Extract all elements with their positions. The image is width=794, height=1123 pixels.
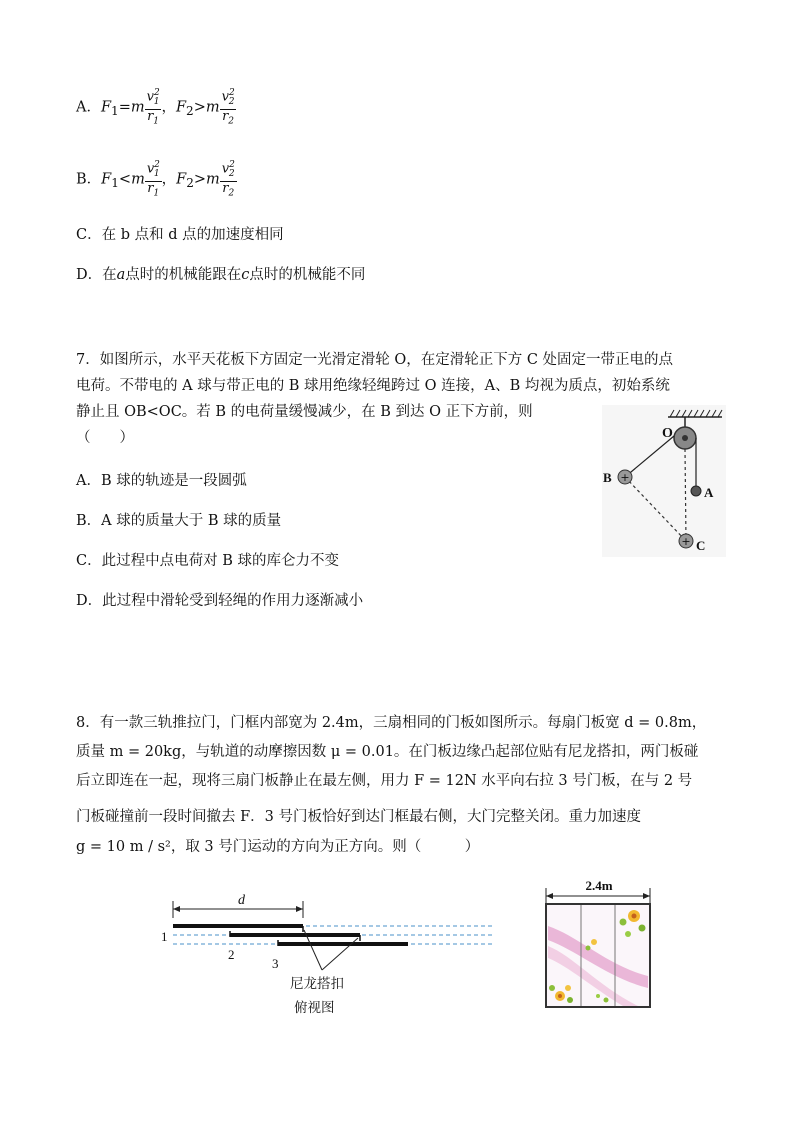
option-6a: A．$F_1=m$ $\frac{v^2_1}{r_1}$ ，$F_2>m$ $\frac{v^2_2}{r_2}$: [76, 88, 235, 127]
door-top-view-diagram: [150, 888, 500, 1020]
q7-stem-line1: 7．如图所示，水平天花板下方固定一光滑定滑轮 O，在定滑轮正下方 C 处固定一带正电的点: [76, 352, 674, 368]
option-7b: B．A 球的质量大于 B 球的质量: [76, 513, 282, 529]
label-a: A: [704, 485, 714, 500]
q8-stem-line1: 8．有一款三轨推拉门，门框内部宽为 2.4m，三扇相同的门板如图所示。每扇门板宽 d = 0.8m，: [76, 715, 707, 731]
label-frame-width: 2.4m: [585, 878, 613, 893]
q8-stem-line5: g = 10 m / s²，取 3 号门运动的方向为正方向。则（ ）: [76, 839, 480, 855]
plus-sign-c: +: [681, 535, 691, 548]
option-6c: C．在 b 点和 d 点的加速度相同: [76, 227, 284, 243]
label-c: C: [696, 538, 706, 553]
pulley-diagram: [602, 405, 726, 557]
dim-arrow-right: [643, 893, 650, 899]
option-7d: D．此过程中滑轮受到轻绳的作用力逐渐减小: [76, 593, 364, 609]
fraction: $\frac{v^2_1}{r_1}$: [146, 88, 160, 127]
label-top-view: 俯视图: [294, 1000, 335, 1016]
q8-stem-line2: 质量 m = 20kg，与轨道的动摩擦因数 μ = 0.01。在门板边缘凸起部位贴有尼龙搭扣，两门板碰: [76, 744, 699, 760]
label-door-3: 3: [272, 956, 279, 971]
option-7a: A．B 球的轨迹是一段圆弧: [76, 473, 247, 489]
ball-a: [691, 486, 701, 496]
plus-sign-b: +: [620, 471, 630, 484]
label-nylon-fastener: 尼龙搭扣: [290, 976, 344, 992]
fraction: $\frac{v^2_2}{r_2}$: [221, 160, 235, 199]
dim-arrow-left: [546, 893, 553, 899]
dim-arrow-right: [296, 906, 303, 912]
label-b: B: [603, 470, 612, 485]
fraction: $\frac{v^2_2}{r_2}$: [221, 88, 235, 127]
fraction: $\frac{v^2_1}{r_1}$: [146, 160, 160, 199]
label-d: d: [238, 893, 245, 908]
q8-stem-line3: 后立即连在一起，现将三扇门板静止在最左侧，用力 F = 12N 水平向右拉 3 号门板，在与 2 号: [76, 773, 693, 789]
q7-stem-line2: 电荷。不带电的 A 球与带正电的 B 球用绝缘轻绳跨过 O 连接，A、B 均视为质点，初始系统: [76, 378, 670, 394]
option-6b: B．$F_1<m$ $\frac{v^2_1}{r_1}$ ，$F_2>m$ $\frac{v^2_2}{r_2}$: [76, 160, 235, 199]
option-7c: C．此过程中点电荷对 B 球的库仑力不变: [76, 553, 339, 569]
label-door-1: 1: [161, 929, 168, 944]
door-front-view-diagram: [538, 876, 660, 1012]
option-6d: D．在a点时的机械能跟在c点时的机械能不同: [76, 267, 366, 283]
option-label: B．: [76, 171, 102, 188]
q7-stem-line3: 静止且 OB<OC。若 B 的电荷量缓慢减少，在 B 到达 O 正下方前，则: [76, 404, 533, 420]
option-label: A．: [76, 99, 101, 116]
q8-stem-line4: 门板碰撞前一段时间撤去 F．3 号门板恰好到达门框最右侧，大门完整关闭。重力加速度: [76, 809, 642, 825]
q7-answer-bracket: （ ）: [76, 430, 134, 446]
label-o: O: [662, 426, 673, 441]
label-door-2: 2: [228, 947, 235, 962]
pulley-axle: [682, 435, 688, 441]
dim-arrow-left: [173, 906, 180, 912]
